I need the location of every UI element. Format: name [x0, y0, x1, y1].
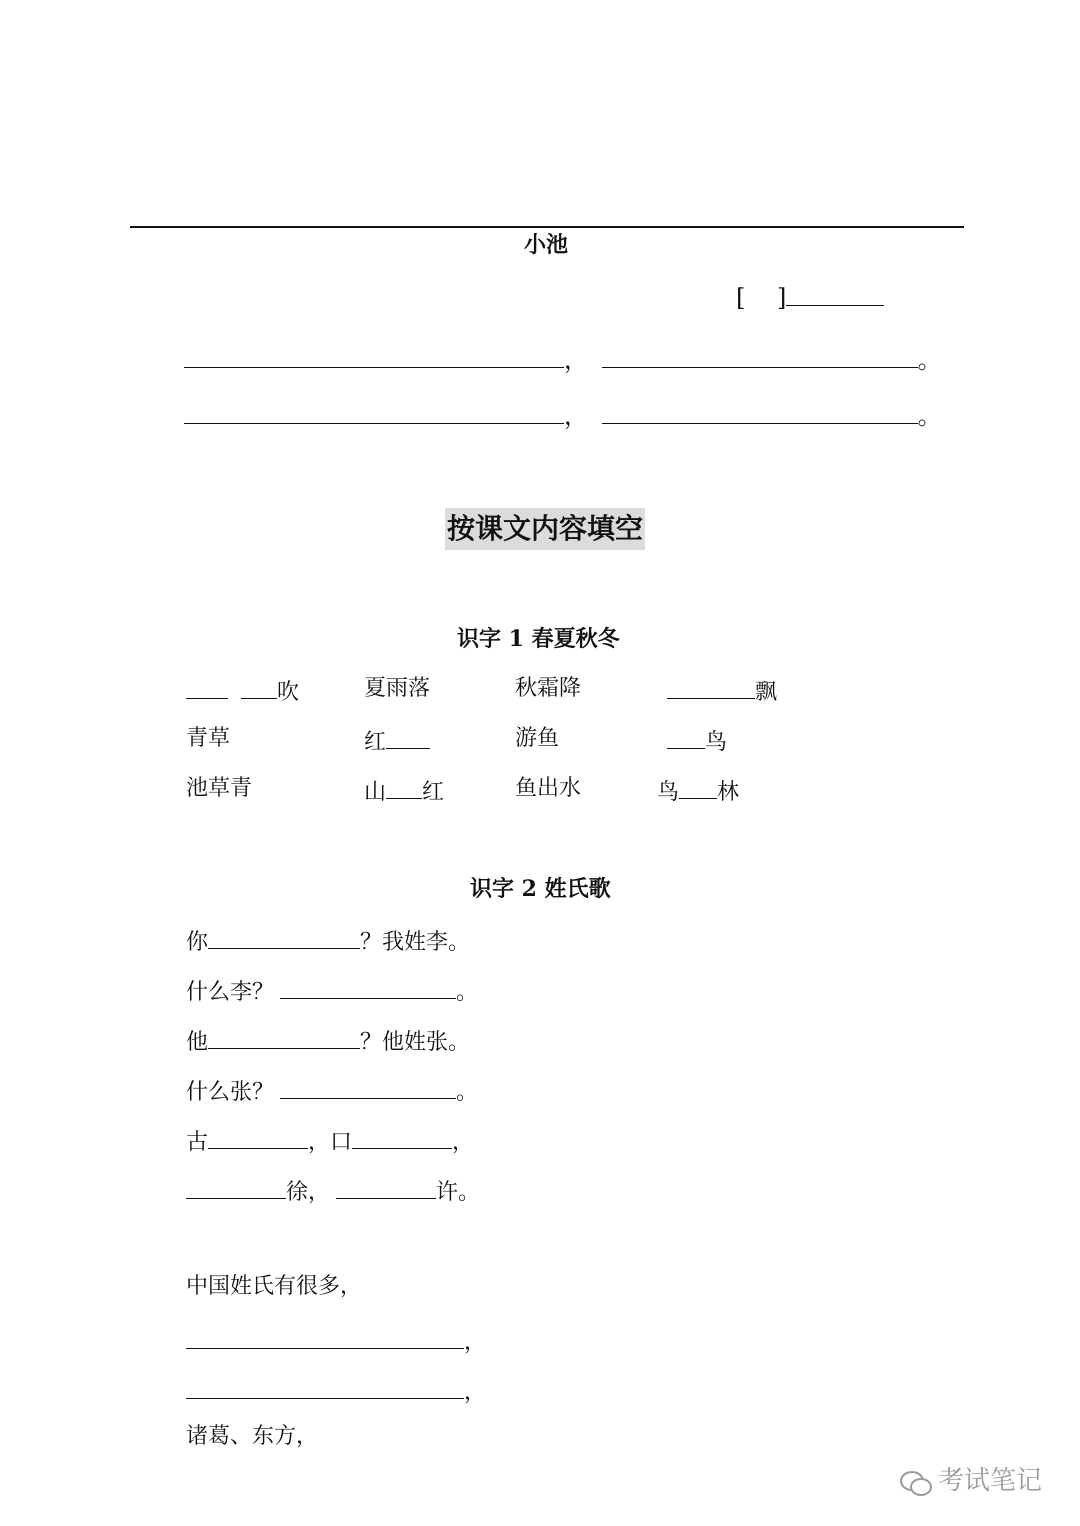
author-blank[interactable] — [786, 283, 884, 306]
blank[interactable] — [336, 1176, 436, 1199]
l1-r1c3: 秋霜降 — [515, 676, 582, 701]
top-rule — [130, 226, 964, 228]
punct: ， — [564, 402, 588, 430]
blank[interactable] — [186, 676, 228, 699]
l1-r3c1: 池草青 — [186, 776, 253, 801]
text: 他 — [186, 1030, 209, 1055]
text: 飘 — [755, 680, 778, 705]
text: 什么李？ — [186, 980, 275, 1005]
l2-verse-1: 中国姓氏有很多， — [186, 1274, 363, 1299]
l2-verse-4: 诸葛、东方， — [186, 1424, 319, 1449]
text: 红 — [422, 780, 445, 805]
l2-line-4 — [186, 1076, 478, 1106]
blank[interactable] — [208, 1126, 308, 1149]
blank[interactable] — [186, 1326, 464, 1349]
text: ， — [464, 1380, 487, 1405]
text: 鸟 — [657, 780, 680, 805]
blank[interactable] — [208, 926, 360, 949]
text: 什么张？ — [186, 1080, 275, 1105]
text: 鸟 — [705, 730, 728, 755]
blank[interactable] — [186, 1376, 464, 1399]
punct: 。 — [917, 346, 942, 374]
blank[interactable] — [667, 726, 705, 749]
blank[interactable] — [208, 1026, 360, 1049]
text: 。 — [456, 980, 479, 1005]
blank[interactable] — [280, 1076, 456, 1099]
text: 林 — [717, 780, 740, 805]
poem-author-line — [736, 283, 884, 312]
text: 你 — [186, 930, 209, 955]
l2-line-1 — [186, 926, 470, 956]
l2-verse-2 — [186, 1326, 486, 1356]
blank[interactable] — [667, 676, 755, 699]
author-bracket: [ ] — [736, 284, 787, 312]
l1-r2c2 — [364, 726, 430, 756]
section-heading: 按课文内容填空 — [445, 508, 645, 550]
text: 。 — [456, 1080, 479, 1105]
l2-line-2 — [186, 976, 478, 1006]
blank[interactable] — [280, 976, 456, 999]
text: ， — [464, 1330, 487, 1355]
l2-verse-3 — [186, 1376, 486, 1406]
text: 徐， — [286, 1180, 331, 1205]
poem-line-1 — [184, 345, 942, 374]
poem-title: 小池 — [524, 232, 569, 258]
blank[interactable] — [386, 726, 430, 749]
text: ？他姓张。 — [360, 1030, 471, 1055]
blank[interactable] — [352, 1126, 452, 1149]
lesson2-title: 识字 2 姓氏歌 — [470, 876, 611, 902]
text: ，口 — [308, 1130, 353, 1155]
poem-blank[interactable] — [602, 345, 918, 368]
l1-r2c4 — [667, 726, 727, 756]
poem-line-2 — [184, 401, 942, 430]
l1-r2c3: 游鱼 — [515, 726, 560, 751]
text: 红 — [364, 730, 387, 755]
blank[interactable] — [241, 676, 277, 699]
lesson1-title: 识字 1 春夏秋冬 — [457, 626, 620, 652]
watermark — [900, 1460, 1042, 1497]
l1-r1c1 — [186, 676, 299, 706]
blank[interactable] — [186, 1176, 286, 1199]
l2-line-5 — [186, 1126, 474, 1156]
text: 许。 — [436, 1180, 481, 1205]
text: 吹 — [277, 680, 300, 705]
text: 山 — [364, 780, 387, 805]
l2-line-3 — [186, 1026, 470, 1056]
wechat-icon — [900, 1469, 932, 1495]
l1-r3c4 — [657, 776, 739, 806]
punct: ， — [564, 346, 588, 374]
l1-r3c3: 鱼出水 — [515, 776, 582, 801]
l1-r2c1: 青草 — [186, 726, 231, 751]
text: ， — [452, 1130, 475, 1155]
punct: 。 — [917, 402, 942, 430]
l1-r1c2: 夏雨落 — [364, 676, 431, 701]
poem-blank[interactable] — [184, 401, 564, 424]
watermark-text: 考试笔记 — [938, 1466, 1043, 1496]
blank[interactable] — [386, 776, 422, 799]
poem-blank[interactable] — [602, 401, 918, 424]
blank[interactable] — [679, 776, 717, 799]
poem-blank[interactable] — [184, 345, 564, 368]
l1-r3c2 — [364, 776, 444, 806]
l1-r1c4 — [667, 676, 777, 706]
text: ？我姓李。 — [360, 930, 471, 955]
l2-line-6 — [186, 1176, 480, 1206]
text: 古 — [186, 1130, 209, 1155]
